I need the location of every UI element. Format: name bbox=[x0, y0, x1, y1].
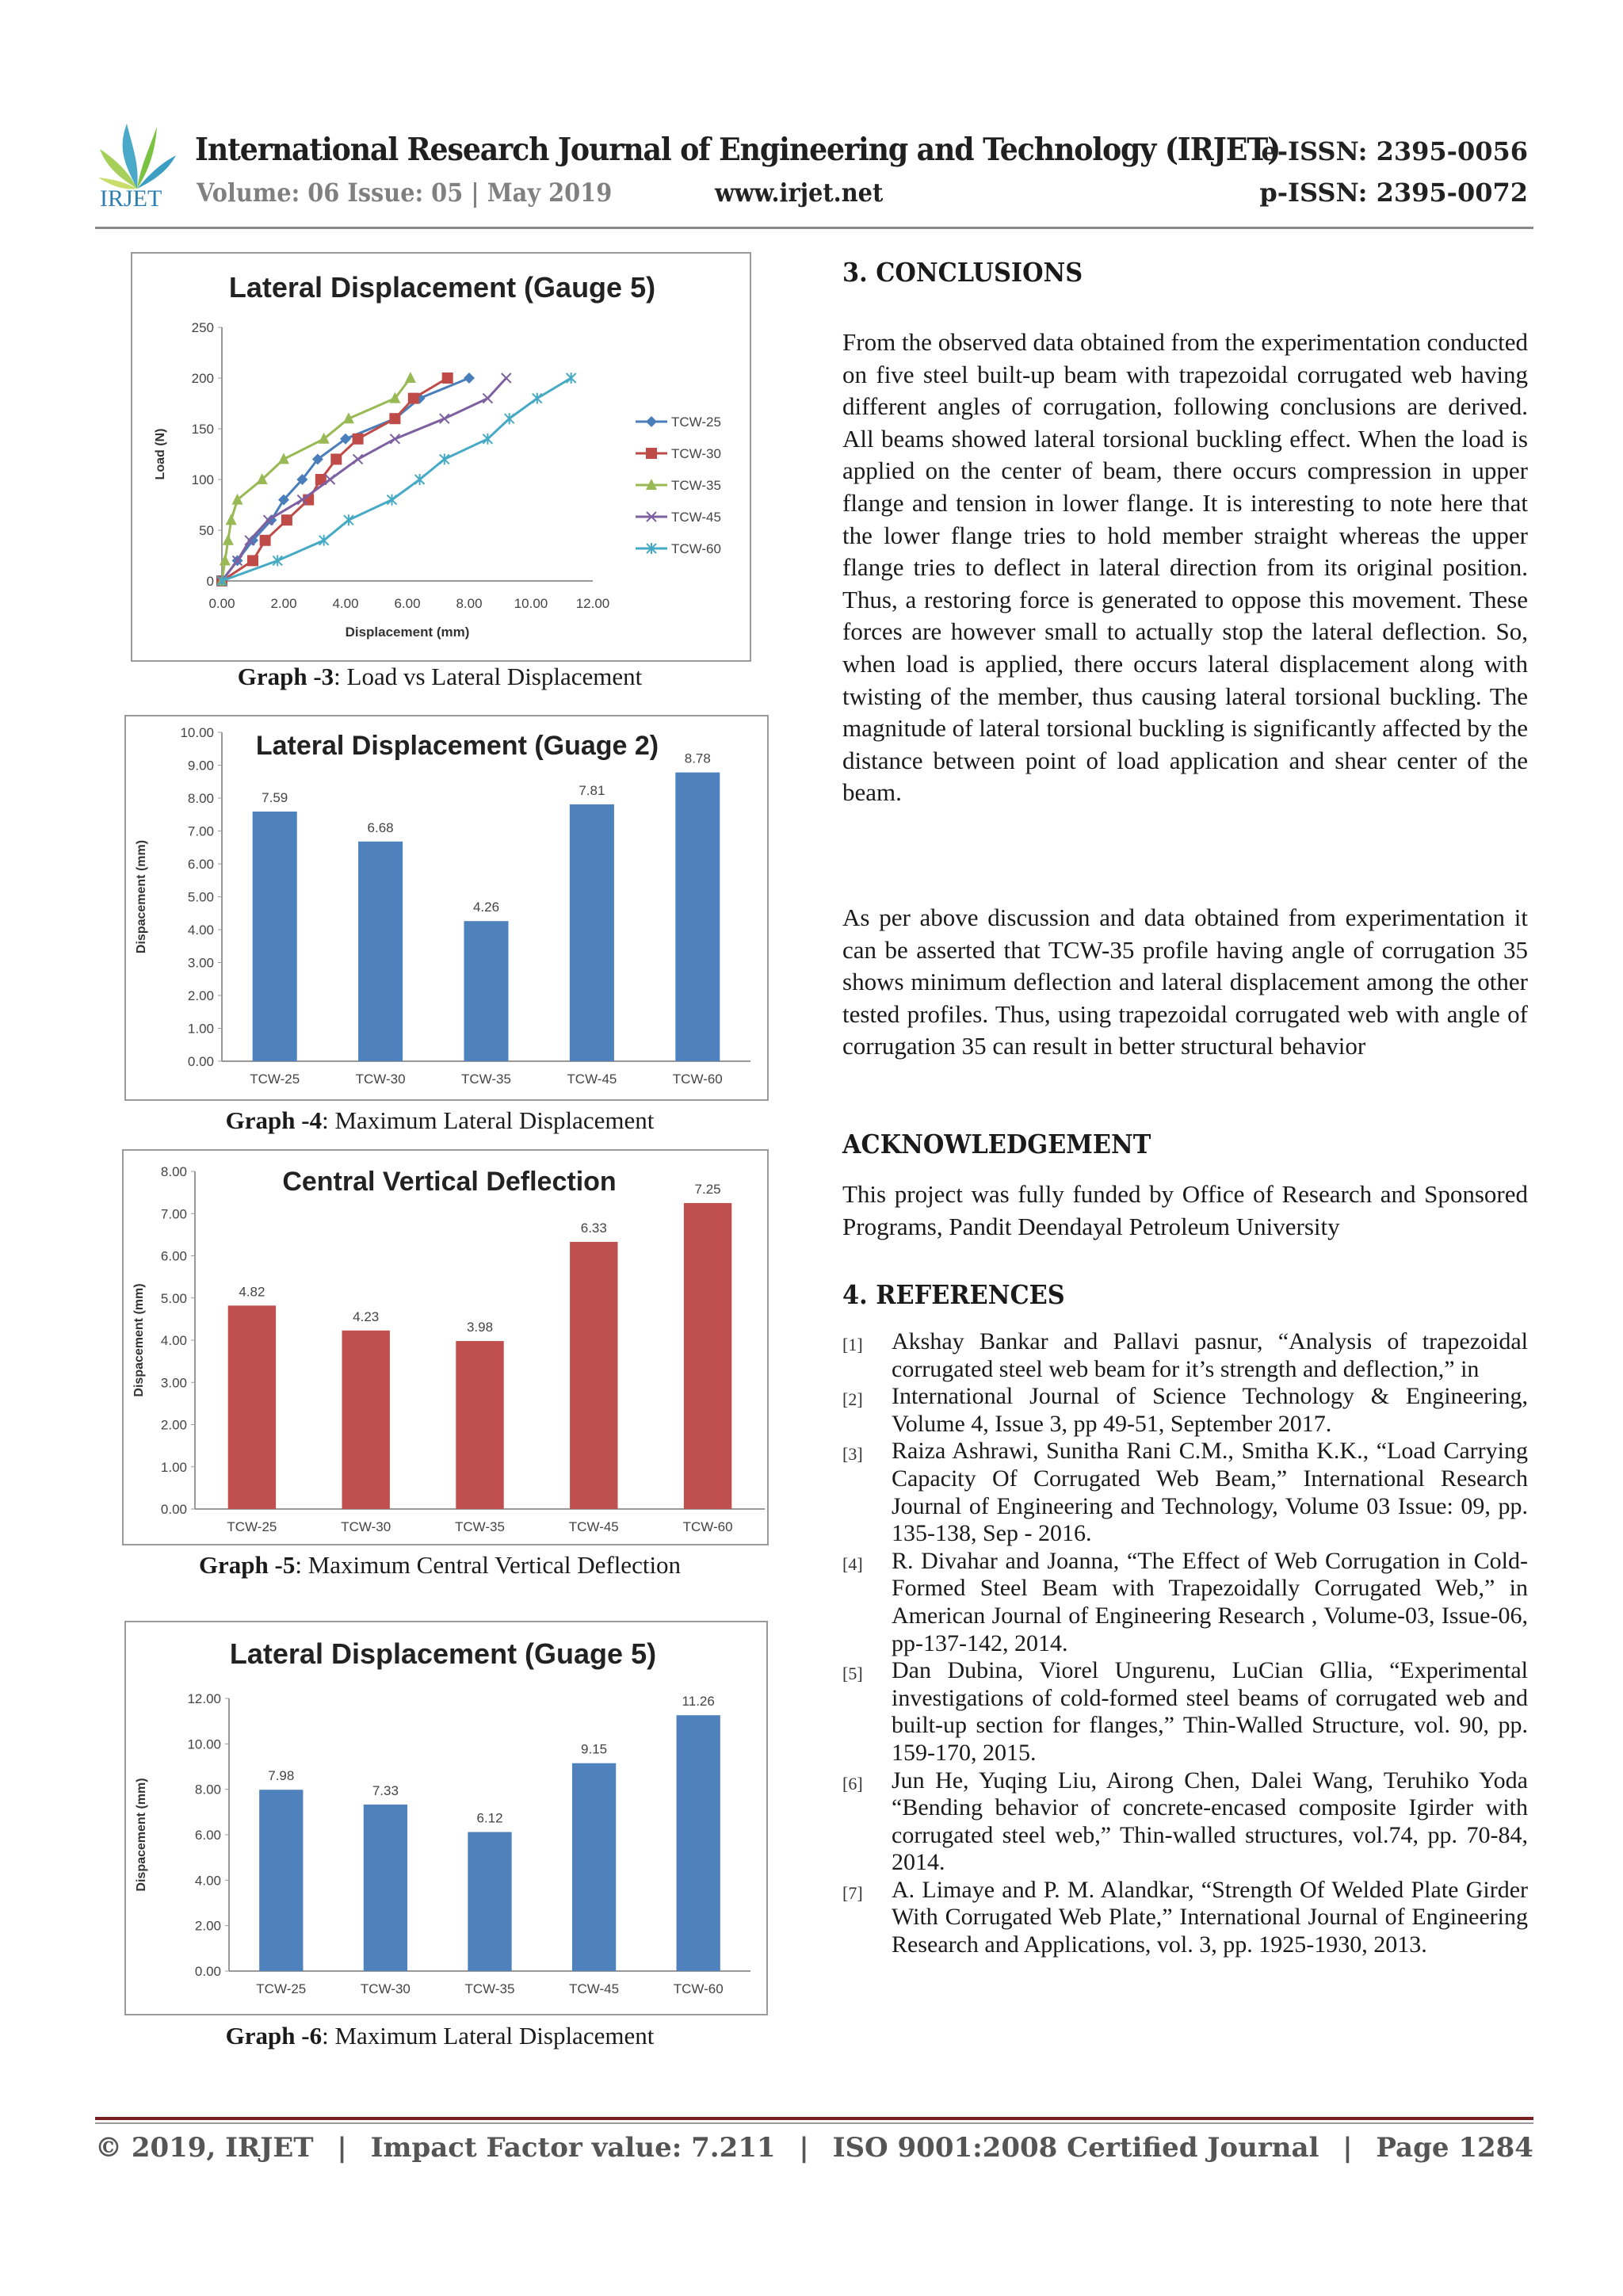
y-axis-label: Dispacement (mm) bbox=[132, 1283, 146, 1397]
footer-separator: | bbox=[337, 2132, 347, 2164]
data-label: 6.68 bbox=[367, 819, 394, 835]
data-label: 7.98 bbox=[268, 1768, 295, 1784]
journal-title: International Research Journal of Engineering and Technology (IRJET) bbox=[195, 132, 1281, 168]
y-tick-label: 200 bbox=[191, 371, 214, 386]
y-tick-label: 100 bbox=[191, 472, 214, 487]
y-axis-label: Load (N) bbox=[154, 428, 167, 480]
marker bbox=[388, 495, 397, 506]
bar-chart bbox=[124, 1151, 767, 1544]
marker bbox=[226, 514, 237, 525]
marker bbox=[405, 372, 416, 383]
y-tick-label: 6.00 bbox=[160, 1248, 187, 1264]
y-tick-label: 5.00 bbox=[160, 1290, 187, 1306]
footer-separator: | bbox=[799, 2132, 809, 2164]
caption-text: : Maximum Central Vertical Deflection bbox=[295, 1551, 682, 1579]
x-tick-label: 2.00 bbox=[270, 596, 297, 611]
references-list bbox=[842, 1328, 1528, 1959]
x-tick-label: 12.00 bbox=[575, 596, 610, 611]
legend-label: TCW-45 bbox=[671, 510, 721, 525]
bar bbox=[253, 812, 297, 1061]
caption-label: Graph -4 bbox=[225, 1106, 323, 1134]
reference-item bbox=[842, 1328, 1528, 1383]
caption-text: : Load vs Lateral Displacement bbox=[334, 663, 643, 690]
acknowledgement-text: This project was fully funded by Office of Research and Sponsored Programs, Pandit Deendayal Petroleum University bbox=[842, 1180, 1528, 1240]
y-tick-label: 1.00 bbox=[187, 1021, 214, 1037]
marker bbox=[330, 453, 342, 464]
y-tick-label: 0 bbox=[206, 574, 214, 589]
footer-rule bbox=[95, 2117, 1533, 2120]
reference-number: [5] bbox=[842, 1664, 863, 1684]
marker bbox=[389, 413, 400, 424]
y-tick-label: 8.00 bbox=[194, 1782, 221, 1797]
reference-text: International Journal of Science Technology & Engineering, Volume 4, Issue 3, pp 49-51, September 2017. bbox=[892, 1383, 1528, 1437]
bar bbox=[228, 1305, 276, 1509]
footer bbox=[95, 2132, 1533, 2164]
chart-title: Lateral Displacement (Guage 5) bbox=[229, 1637, 657, 1670]
marker bbox=[502, 373, 511, 383]
marker bbox=[223, 534, 234, 545]
marker bbox=[390, 434, 399, 444]
marker bbox=[646, 448, 657, 459]
conclusions-paragraph-1: From the observed data obtained from the experimentation conducted on five steel built-up beam with trapezoidal corrugated web having different angles of corrugation, following conclusions are derived. All beams showed lateral torsional buckling effect. When the load is applied on the center of beam, there occurs compression in upper flange and tension in lower flange. It is interesting to note here that the lower flange tries to hold member straight whereas the upper flange tries to deflect in lateral direction from its original position. Thus, a restoring force is generated to oppose this movement. These forces are however small to actually stop the lateral deflection. So, when load is applied, there occurs lateral displacement along with twisting of the member, thus causing lateral torsional buckling. The magnitude of lateral torsional buckling is significantly affected by the distance between point of load application and shear center of the beam. bbox=[842, 328, 1528, 807]
x-tick-label: TCW-60 bbox=[672, 1072, 723, 1087]
logo-text: IRJET bbox=[100, 185, 162, 212]
legend-label: TCW-25 bbox=[671, 415, 721, 430]
website-link[interactable]: www.irjet.net bbox=[715, 178, 884, 208]
bar bbox=[677, 1715, 720, 1971]
reference-item bbox=[842, 1383, 1528, 1438]
y-tick-label: 50 bbox=[199, 523, 214, 538]
y-tick-label: 2.00 bbox=[187, 988, 214, 1003]
caption-text: : Maximum Lateral Displacement bbox=[322, 1106, 655, 1134]
data-label: 3.98 bbox=[466, 1320, 494, 1335]
irjet-logo bbox=[94, 117, 181, 214]
marker bbox=[440, 414, 449, 423]
bar bbox=[464, 921, 508, 1061]
marker bbox=[567, 372, 576, 384]
marker bbox=[483, 394, 492, 403]
y-tick-label: 0.00 bbox=[160, 1502, 187, 1517]
x-tick-label: TCW-45 bbox=[569, 1981, 620, 1996]
y-tick-label: 0.00 bbox=[187, 1054, 214, 1069]
bar bbox=[456, 1341, 503, 1509]
footer-page-number: Page 1284 bbox=[1376, 2132, 1533, 2164]
y-tick-label: 6.00 bbox=[187, 857, 214, 872]
footer-impact-factor: Impact Factor value: 7.211 bbox=[370, 2132, 776, 2164]
data-label: 7.25 bbox=[694, 1181, 721, 1197]
bar bbox=[342, 1331, 390, 1509]
y-tick-label: 7.00 bbox=[187, 823, 214, 839]
data-label: 4.23 bbox=[353, 1308, 380, 1324]
data-label: 7.81 bbox=[579, 782, 605, 798]
bar bbox=[259, 1790, 303, 1971]
footer-copyright: © 2019, IRJET bbox=[95, 2132, 314, 2164]
marker bbox=[505, 413, 514, 424]
graph-4-figure bbox=[124, 715, 769, 1101]
graph-6-figure bbox=[124, 1621, 768, 2015]
y-tick-label: 1.00 bbox=[160, 1459, 187, 1475]
data-label: 8.78 bbox=[684, 751, 711, 766]
reference-item bbox=[842, 1657, 1528, 1767]
x-tick-label: TCW-60 bbox=[682, 1519, 733, 1534]
marker bbox=[440, 453, 449, 464]
graph-3-caption bbox=[119, 663, 761, 691]
x-tick-label: TCW-30 bbox=[360, 1981, 411, 1996]
bar-chart bbox=[126, 1622, 766, 2014]
data-label: 11.26 bbox=[682, 1694, 715, 1710]
series-line bbox=[222, 378, 571, 581]
y-tick-label: 4.00 bbox=[194, 1873, 221, 1889]
bar bbox=[675, 773, 720, 1061]
marker bbox=[281, 514, 292, 525]
x-tick-label: TCW-30 bbox=[341, 1519, 391, 1534]
x-tick-label: TCW-35 bbox=[464, 1981, 515, 1996]
marker bbox=[415, 474, 425, 485]
y-tick-label: 4.00 bbox=[187, 923, 214, 938]
y-tick-label: 150 bbox=[191, 422, 214, 437]
bar bbox=[570, 1242, 617, 1509]
marker bbox=[260, 535, 271, 546]
header-rule bbox=[95, 227, 1533, 229]
caption-label: Graph -6 bbox=[225, 2022, 323, 2050]
reference-text: Raiza Ashrawi, Sunitha Rani C.M., Smitha K.K., “Load Carrying Capacity Of Corrugated Web Beam,” International Research Journal of Engineering and Technology, Volume 03 Issue: 09, pp. 135-138, Sep - 2016. bbox=[892, 1438, 1528, 1547]
y-tick-label: 10.00 bbox=[180, 725, 214, 740]
graph-3-figure bbox=[131, 252, 751, 662]
x-tick-label: TCW-25 bbox=[227, 1519, 277, 1534]
data-label: 7.33 bbox=[372, 1782, 399, 1798]
x-tick-label: 10.00 bbox=[514, 596, 548, 611]
acknowledgement-heading: ACKNOWLEDGEMENT bbox=[842, 1129, 1151, 1159]
chart-title: Lateral Displacement (Gauge 5) bbox=[228, 271, 656, 304]
graph-5-figure bbox=[122, 1149, 769, 1545]
y-tick-label: 2.00 bbox=[194, 1918, 221, 1934]
y-tick-label: 12.00 bbox=[187, 1691, 221, 1706]
bar bbox=[572, 1763, 616, 1971]
conclusions-paragraph-2: As per above discussion and data obtained from experimentation it can be asserted that TCW-35 profile having angle of corrugation 35 shows minimum deflection and lateral displacement among the other tested profiles. Thus, using trapezoidal corrugated web with angle of corrugation 35 can result in better structural behavior bbox=[842, 904, 1528, 1060]
x-tick-label: TCW-35 bbox=[455, 1519, 505, 1534]
data-label: 9.15 bbox=[581, 1741, 608, 1757]
caption-label: Graph -3 bbox=[237, 663, 334, 690]
marker bbox=[442, 372, 453, 384]
footer-iso: ISO 9001:2008 Certified Journal bbox=[832, 2132, 1319, 2164]
x-tick-label: TCW-25 bbox=[250, 1072, 300, 1087]
y-tick-label: 8.00 bbox=[160, 1164, 187, 1179]
data-label: 4.82 bbox=[239, 1284, 265, 1300]
x-tick-label: TCW-60 bbox=[673, 1981, 724, 1996]
line-chart bbox=[132, 254, 750, 660]
x-tick-label: TCW-25 bbox=[256, 1981, 307, 1996]
reference-text: Akshay Bankar and Pallavi pasnur, “Analysis of trapezoidal corrugated steel web beam for it’s strength and deflection,” in bbox=[892, 1328, 1528, 1382]
marker bbox=[319, 535, 329, 546]
conclusions-heading: 3. CONCLUSIONS bbox=[842, 257, 1083, 288]
legend-label: TCW-35 bbox=[671, 478, 721, 493]
marker bbox=[533, 393, 542, 404]
x-tick-label: 6.00 bbox=[394, 596, 421, 611]
bar bbox=[364, 1805, 407, 1971]
y-tick-label: 2.00 bbox=[160, 1417, 187, 1433]
reference-number: [2] bbox=[842, 1389, 863, 1410]
y-tick-label: 5.00 bbox=[187, 889, 214, 905]
reference-text: R. Divahar and Joanna, “The Effect of Web Corrugation in Cold-Formed Steel Beam with Trapezoidally Corrugated Web,” in American Journal of Engineering Research , Volume-03, Issue-06, pp-137-142, 2014. bbox=[892, 1547, 1528, 1656]
y-tick-label: 3.00 bbox=[160, 1375, 187, 1391]
y-tick-label: 10.00 bbox=[187, 1736, 221, 1752]
marker bbox=[408, 393, 419, 404]
series-line bbox=[222, 378, 448, 581]
bar bbox=[468, 1832, 511, 1971]
chart-title: Lateral Displacement (Guage 2) bbox=[255, 731, 659, 761]
reference-item bbox=[842, 1548, 1528, 1657]
chart-title: Central Vertical Deflection bbox=[282, 1167, 617, 1197]
data-label: 7.59 bbox=[262, 790, 288, 806]
graph-5-caption bbox=[119, 1551, 761, 1580]
y-tick-label: 7.00 bbox=[160, 1206, 187, 1222]
marker bbox=[483, 434, 492, 445]
marker bbox=[353, 434, 364, 445]
volume-issue: Volume: 06 Issue: 05 | May 2019 bbox=[197, 178, 613, 208]
marker bbox=[464, 372, 475, 384]
y-tick-label: 8.00 bbox=[187, 791, 214, 806]
graph-6-caption bbox=[119, 2022, 761, 2050]
x-tick-label: TCW-30 bbox=[355, 1072, 406, 1087]
reference-item bbox=[842, 1438, 1528, 1547]
marker bbox=[326, 475, 335, 484]
reference-number: [7] bbox=[842, 1882, 863, 1903]
marker bbox=[646, 416, 657, 427]
graph-4-caption bbox=[119, 1106, 761, 1135]
marker bbox=[344, 514, 353, 525]
y-tick-label: 3.00 bbox=[187, 955, 214, 971]
bar bbox=[570, 804, 614, 1061]
reference-number: [4] bbox=[842, 1553, 863, 1574]
x-tick-label: TCW-35 bbox=[461, 1072, 511, 1087]
y-tick-label: 6.00 bbox=[194, 1828, 221, 1843]
y-tick-label: 9.00 bbox=[187, 758, 214, 774]
reference-text: Jun He, Yuqing Liu, Airong Chen, Dalei Wang, Teruhiko Yoda “Bending behavior of concrete-encased composite Igirder with corrugated steel web,” Thin-walled structures, vol.74, pp. 70-84, 2014. bbox=[892, 1767, 1528, 1876]
caption-text: : Maximum Lateral Displacement bbox=[322, 2022, 655, 2050]
marker bbox=[353, 454, 363, 464]
reference-number: [6] bbox=[842, 1773, 863, 1794]
bar-chart bbox=[126, 716, 767, 1099]
legend-label: TCW-30 bbox=[671, 446, 721, 461]
reference-number: [1] bbox=[842, 1335, 863, 1354]
references-heading: 4. REFERENCES bbox=[842, 1279, 1065, 1310]
x-tick-label: TCW-45 bbox=[568, 1519, 619, 1534]
y-axis-label: Dispacement (mm) bbox=[135, 1778, 148, 1892]
footer-separator: | bbox=[1342, 2132, 1353, 2164]
y-tick-label: 250 bbox=[191, 320, 214, 335]
y-tick-label: 0.00 bbox=[194, 1964, 221, 1979]
reference-item bbox=[842, 1877, 1528, 1959]
reference-text: A. Limaye and P. M. Alandkar, “Strength Of Welded Plate Girder With Corrugated Web Plate,” International Journal of Engineering Research and Applications, vol. 3, pp. 1925-1930, 2013. bbox=[892, 1876, 1528, 1958]
y-tick-label: 4.00 bbox=[160, 1333, 187, 1348]
bar bbox=[684, 1203, 731, 1509]
x-axis-label: Displacement (mm) bbox=[345, 625, 470, 640]
data-label: 4.26 bbox=[472, 900, 500, 915]
x-tick-label: TCW-45 bbox=[567, 1072, 617, 1087]
reference-number: [3] bbox=[842, 1444, 863, 1465]
legend-label: TCW-60 bbox=[671, 541, 721, 556]
footer-rule-thin bbox=[95, 2122, 1533, 2124]
x-tick-label: 0.00 bbox=[208, 596, 235, 611]
x-tick-label: 8.00 bbox=[456, 596, 483, 611]
data-label: 6.12 bbox=[476, 1810, 503, 1826]
marker bbox=[247, 555, 258, 566]
reference-text: Dan Dubina, Viorel Ungurenu, LuCian Gllia, “Experimental investigations of cold-formed steel beams of corrugated web and built-up section for flanges,” Thin-Walled Structure, vol. 90, pp. 159-170, 2015. bbox=[892, 1657, 1528, 1766]
x-tick-label: 4.00 bbox=[332, 596, 359, 611]
bar bbox=[358, 842, 403, 1061]
caption-label: Graph -5 bbox=[198, 1551, 296, 1579]
y-axis-label: Dispacement (mm) bbox=[135, 839, 148, 954]
p-issn: p-ISSN: 2395-0072 bbox=[1259, 178, 1528, 208]
data-label: 6.33 bbox=[580, 1220, 607, 1236]
e-issn: e-ISSN: 2395-0056 bbox=[1261, 136, 1528, 166]
reference-item bbox=[842, 1767, 1528, 1877]
